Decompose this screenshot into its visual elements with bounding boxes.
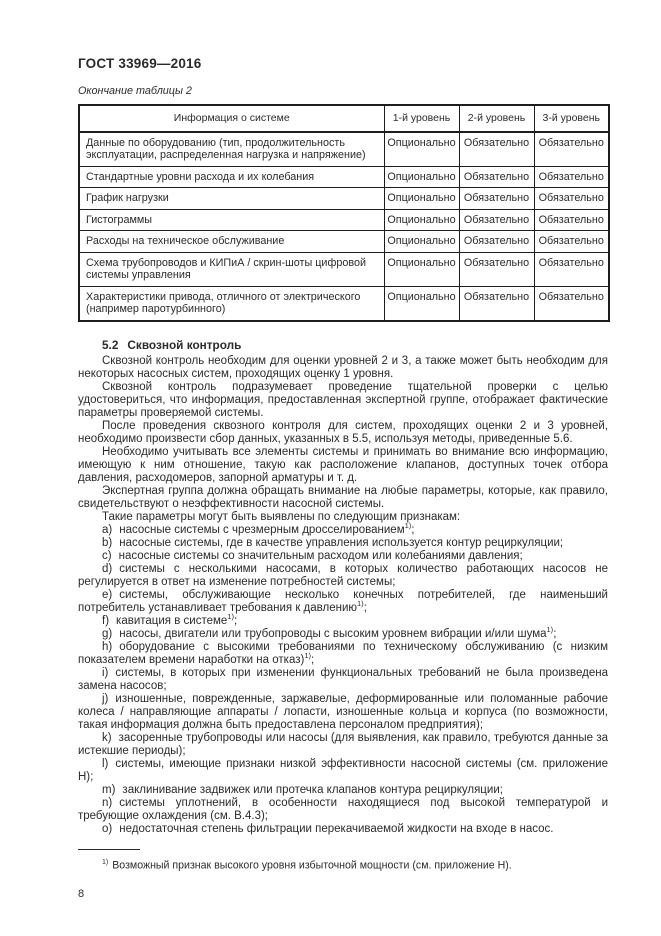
level-cell: Обязательно (534, 231, 609, 253)
level-cell: Обязательно (459, 252, 534, 286)
level-cell: Обязательно (534, 252, 609, 286)
page-number: 8 (78, 888, 85, 901)
level-cell: Обязательно (459, 209, 534, 231)
level-cell: Обязательно (459, 188, 534, 210)
info-cell: График нагрузки (79, 188, 384, 210)
info-cell: Схема трубопроводов и КИПиА / скрин-шоты цифровой системы управления (79, 252, 384, 286)
list-marker: f) (102, 614, 110, 627)
list-marker: g) (102, 627, 113, 640)
level-cell: Обязательно (534, 166, 609, 188)
list-item: h) оборудование с высокими требованиями по техническому обслуживанию (с низким показателем времени наработки на отказ)$^{1)}$; (78, 640, 608, 666)
table-header-cell: Информация о системе (79, 105, 384, 132)
list-item: a) насосные системы с чрезмерным дросселированием$^{1)}$; (102, 520, 415, 536)
section-heading (78, 338, 608, 352)
list-item: g) насосы, двигатели или трубопроводы с высоким уровнем вибрации и/или шума$^{1)}$; (102, 624, 557, 640)
section-number: 5.2 (102, 337, 119, 352)
section-title: Сквозной контроль (127, 337, 242, 352)
list-marker: k) (102, 731, 112, 744)
paragraph: После проведения сквозного контроля для систем, проходящих оценки 2 и 3 уровней, необходимо произвести сбор данных, указанных в 5.5, используя методы, приведенные 5.6. (78, 419, 608, 445)
level-cell: Обязательно (534, 132, 609, 167)
paragraph: Сквозной контроль подразумевает проведение тщательной проверки с целью удостовериться, что информация, предоставленная экспертной группе, отображает фактические параметры проверяемой системы. (78, 380, 608, 419)
level-cell: Опционально (384, 188, 459, 210)
criteria-list (78, 520, 608, 836)
list-item: b) насосные системы, где в качестве управления используется контур рециркуляции; (102, 536, 564, 549)
list-marker: l) (102, 757, 109, 770)
list-marker: h) (102, 640, 113, 653)
list-marker: b) (102, 536, 113, 549)
footnote-text: Возможный признак высокого уровня избыточной мощности (см. приложение Н). (112, 859, 512, 872)
footnote-separator (78, 849, 140, 850)
footnote-ref: 1) (304, 650, 311, 660)
footnote-ref: 1) (404, 520, 412, 530)
list-item: d) системы с несколькими насосами, в которых количество работающих насосов не регулируется в ответ на изменение потребностей системы; (78, 562, 608, 588)
level-cell: Опционально (384, 231, 459, 253)
footnote-ref: 1) (357, 598, 364, 608)
level-cell: Обязательно (534, 209, 609, 231)
list-item: m) заклинивание задвижек или протечка клапанов контура рециркуляции; (102, 783, 503, 796)
paragraph: Такие параметры могут быть выявлены по следующим признакам: (102, 510, 461, 523)
footnote-marker: 1) (102, 858, 109, 866)
info-cell: Данные по оборудованию (тип, продолжительность эксплуатации, распределенная нагрузка и напряжение) (79, 132, 384, 167)
list-marker: e) (102, 588, 113, 601)
footnote (78, 857, 608, 872)
table-row (79, 209, 609, 231)
footnote-ref: 1) (227, 611, 234, 621)
table-header-cell: 3-й уровень (534, 105, 609, 132)
list-marker: i) (102, 666, 109, 679)
level-cell: Опционально (384, 286, 459, 321)
level-cell: Обязательно (534, 188, 609, 210)
table-row (79, 188, 609, 210)
list-item: n) системы уплотнений, в особенности находящиеся под высокой температурой и требующие охлаждения (см. В.4.3); (78, 796, 608, 822)
table-row (79, 166, 609, 188)
paragraph: Необходимо учитывать все элементы системы и принимать во внимание всю информацию, имеющую к ним отношение, такую как расположение клапанов, доступных точек отбора давления, расходомеров, запорной арматуры и т. д. (78, 445, 608, 484)
level-cell: Обязательно (459, 286, 534, 321)
table-header-row (79, 105, 609, 132)
section-paragraphs (78, 355, 608, 524)
list-item: j) изношенные, поврежденные, заржавелые, деформированные или поломанные рабочие колеса / направляющие аппараты / лопасти, изношенные кольца и корпуса (по возможности, такая информация должна быть предоставлена персоналом предприятия); (78, 692, 608, 731)
list-item: l) системы, имеющие признаки низкой эффективности насосной системы (см. приложение Н); (78, 757, 608, 783)
list-item: i) системы, в которых при изменении функциональных требований не была произведена замена насосов; (78, 666, 608, 692)
level-cell: Обязательно (459, 231, 534, 253)
list-item: f) кавитация в системе$^{1)}$; (102, 611, 238, 627)
levels-table (78, 104, 610, 322)
table-header-cell: 2-й уровень (459, 105, 534, 132)
table-row (79, 132, 609, 167)
info-cell: Стандартные уровни расхода и их колебания (79, 166, 384, 188)
list-marker: c) (102, 549, 112, 562)
list-marker: m) (102, 783, 116, 796)
list-marker: o) (102, 822, 113, 835)
table-row (79, 252, 609, 286)
level-cell: Опционально (384, 209, 459, 231)
list-marker: d) (102, 562, 113, 575)
list-item: e) системы, обслуживающие несколько конечных потребителей, где наименьший потребитель устанавливает требования к давлению$^{1)}$; (78, 588, 608, 614)
level-cell: Обязательно (534, 286, 609, 321)
list-marker: n) (102, 796, 113, 809)
table-body (79, 132, 609, 321)
level-cell: Опционально (384, 252, 459, 286)
list-item: c) насосные системы со значительным расходом или колебаниями давления; (102, 549, 523, 562)
table-row (79, 231, 609, 253)
doc-code: ГОСТ 33969—2016 (78, 56, 202, 71)
info-cell: Характеристики привода, отличного от электрического (например паротурбинного) (79, 286, 384, 321)
table-header-cell: 1-й уровень (384, 105, 459, 132)
list-marker: j) (102, 692, 109, 705)
info-cell: Гистограммы (79, 209, 384, 231)
level-cell: Обязательно (459, 166, 534, 188)
table-row (79, 286, 609, 321)
info-cell: Расходы на техническое обслуживание (79, 231, 384, 253)
paragraph: Сквозной контроль необходим для оценки уровней 2 и 3, а также может быть необходим для некоторых насосных систем, проходящих оценку 1 уровня. (78, 354, 608, 380)
list-item: o) недостаточная степень фильтрации перекачиваемой жидкости на входе в насос. (102, 822, 554, 835)
level-cell: Опционально (384, 166, 459, 188)
table-caption: Окончание таблицы 2 (78, 85, 192, 97)
paragraph: Экспертная группа должна обращать внимание на любые параметры, которые, как правило, свидетельствуют о неэффективности насосной системы. (78, 484, 608, 510)
footnote-ref: 1) (546, 624, 554, 634)
level-cell: Опционально (384, 132, 459, 167)
list-marker: a) (102, 523, 113, 536)
level-cell: Обязательно (459, 132, 534, 167)
list-item: k) засоренные трубопроводы или насосы (для выявления, как правило, требуются данные за истекшие периоды); (78, 731, 608, 757)
